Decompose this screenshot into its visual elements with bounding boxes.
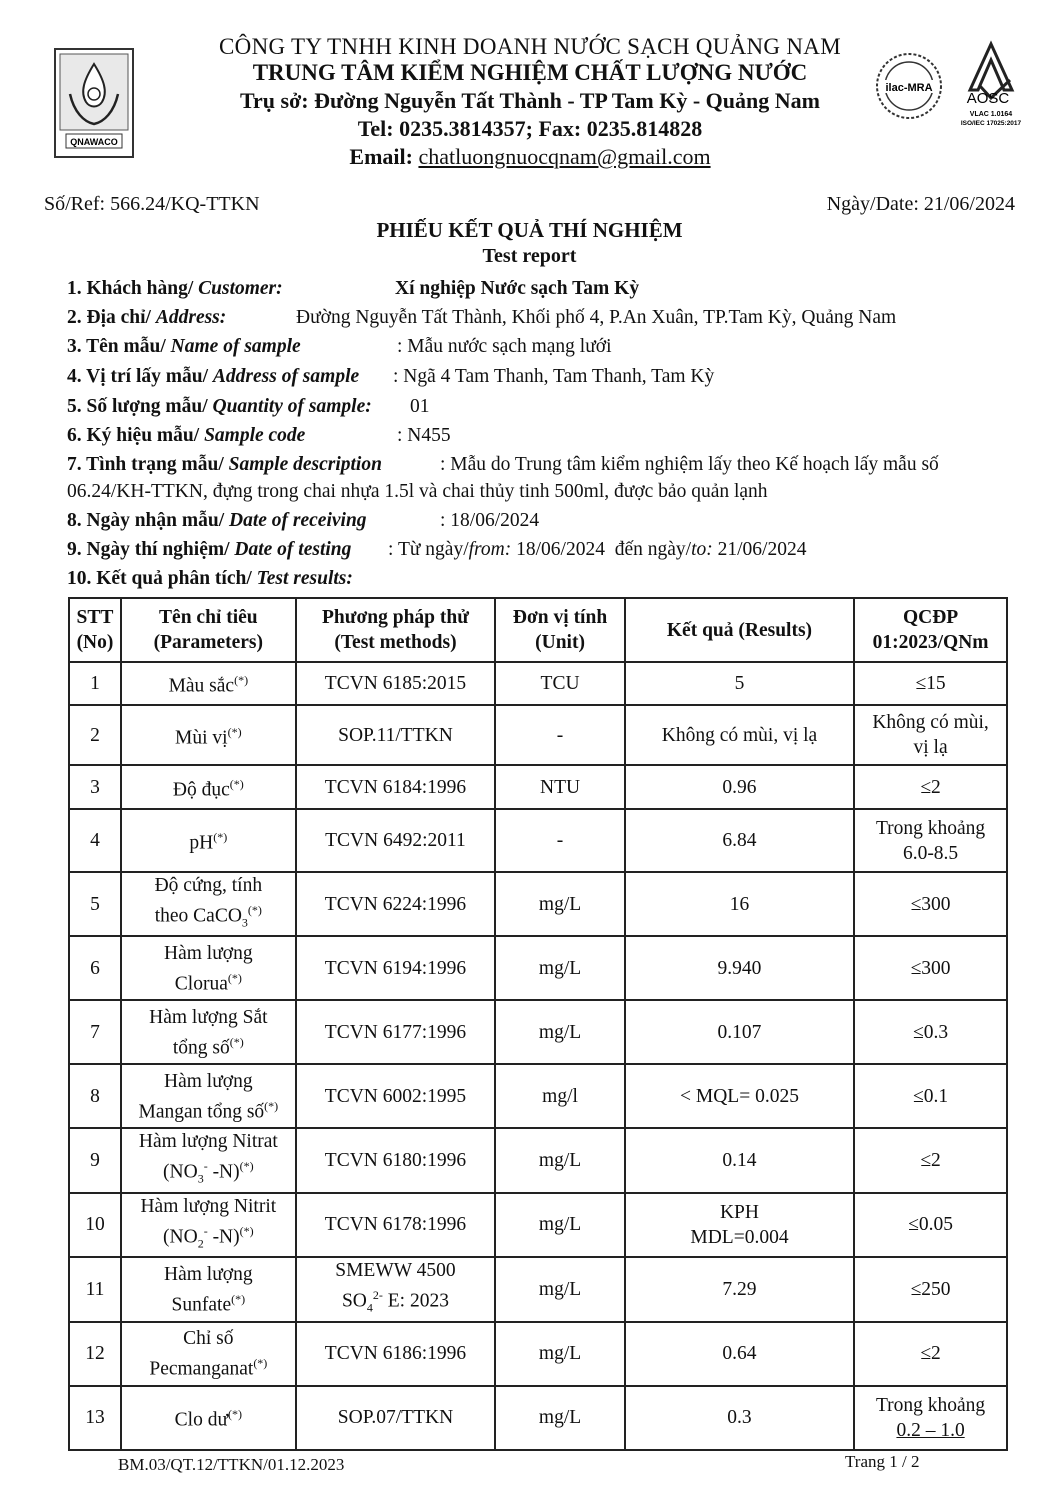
table-row [69,662,1007,705]
row-result: < MQL= 0.025 [625,1064,854,1128]
row-unit: mg/L [495,1193,625,1257]
row-result: 0.14 [625,1128,854,1192]
row-standard: Trong khoảng 6.0-8.5 [854,809,1007,872]
row-standard: ≤15 [854,662,1007,705]
row-standard: ≤0.05 [854,1193,1007,1257]
header-results: Kết quả (Results) [625,598,854,662]
form-code: BM.03/QT.12/TTKN/01.12.2023 [118,1455,345,1474]
row-unit: mg/L [495,1386,625,1450]
row-unit: mg/L [495,1128,625,1192]
report-subtitle: Test report [482,245,577,267]
row-no: 3 [69,765,121,809]
row-result: 0.107 [625,1000,854,1064]
header-no: STT (No) [69,598,121,662]
row-result: Không có mùi, vị lạ [625,705,854,765]
customer-value: Xí nghiệp Nước sạch Tam Kỳ [395,278,640,299]
sample-name-value: : Mẫu nước sạch mạng lưới [397,336,612,357]
row-method: TCVN 6492:2011 [296,809,496,872]
sample-desc-value: : Mẫu do Trung tâm kiểm nghiệm lấy theo Kế hoạch lấy mẫu số [440,454,939,475]
row-method: SMEWW 4500 $SO_4^{2-}$ E: 2023 [296,1257,496,1321]
row-unit: TCU [495,662,625,705]
report-date: Ngày/Date: 21/06/2024 [826,193,1015,215]
table-row [69,1193,1007,1257]
row-result: 5 [625,662,854,705]
row-standard: ≤300 [854,872,1007,936]
receive-date-label: 8. Ngày nhận mẫu/ Date of receiving [67,510,367,531]
row-standard: ≤0.1 [854,1064,1007,1128]
header-parameters: Tên chỉ tiêu (Parameters) [121,598,296,662]
sample-desc-label: 7. Tình trạng mẫu/ Sample description [67,454,382,475]
header-standard: QCĐP 01:2023/QNm [854,598,1007,662]
row-parameter: Hàm lượng Sắt tổng số(*) [121,1000,296,1064]
row-parameter: Hàm lượng Sunfate(*) [121,1257,296,1321]
row-standard: ≤2 [854,1322,1007,1386]
header-methods: Phương pháp thử (Test methods) [296,598,496,662]
table-row [69,1128,1007,1192]
address-label: 2. Địa chỉ/ Address: [67,307,227,328]
receive-date-value: : 18/06/2024 [440,510,540,531]
row-standard: ≤2 [854,1128,1007,1192]
row-parameter: Hàm lượng Clorua(*) [121,936,296,1000]
row-unit: mg/L [495,936,625,1000]
table-row [69,809,1007,872]
row-parameter: Clo dư(*) [121,1386,296,1450]
row-parameter: Màu sắc(*) [121,662,296,705]
email-link[interactable]: chatluongnuocqnam@gmail.com [418,144,711,169]
table-row [69,1322,1007,1386]
customer-label: 1. Khách hàng/ Customer: [67,278,283,299]
sample-desc-value-cont: 06.24/KH-TTKN, đựng trong chai nhựa 1.5l và chai thủy tinh 500ml, được bảo quản lạnh [67,481,768,502]
row-method: TCVN 6177:1996 [296,1000,496,1064]
row-method: TCVN 6224:1996 [296,872,496,936]
row-unit: mg/L [495,1257,625,1321]
company-address: Trụ sở: Đường Nguyễn Tất Thành - TP Tam Kỳ - Quảng Nam [240,88,820,113]
aosc-logo-text: AOSC [966,90,1010,107]
sample-code-label: 6. Ký hiệu mẫu/ Sample code [67,425,306,446]
row-parameter: Hàm lượng Nitrit ($NO_2^-$ -N)(*) [121,1193,296,1257]
aosc-iso-text: ISO/IEC 17025:2017 [960,120,1022,127]
table-row [69,1064,1007,1128]
email-label: Email: [349,144,413,169]
table-row [69,1386,1007,1450]
row-unit: mg/L [495,1000,625,1064]
table-row [69,705,1007,765]
row-no: 4 [69,809,121,872]
row-method: TCVN 6178:1996 [296,1193,496,1257]
company-name: CÔNG TY TNHH KINH DOANH NƯỚC SẠCH QUẢNG NAM [219,34,841,59]
row-result: KPH MDL=0.004 [625,1193,854,1257]
results-label: 10. Kết quả phân tích/ Test results: [67,568,353,589]
row-standard: ≤2 [854,765,1007,809]
row-no: 12 [69,1322,121,1386]
row-unit: mg/l [495,1064,625,1128]
row-result: 9.940 [625,936,854,1000]
row-parameter: Chỉ số Pecmanganat(*) [121,1322,296,1386]
row-no: 7 [69,1000,121,1064]
row-method: TCVN 6184:1996 [296,765,496,809]
row-parameter: Hàm lượng Mangan tổng số(*) [121,1064,296,1128]
company-email-line [150,144,910,170]
ilac-logo-text: ilac-MRA [885,82,933,94]
reference-number: Số/Ref: 566.24/KQ-TTKN [44,193,260,215]
sample-code-value: : N455 [397,425,451,446]
sample-location-label: 4. Vị trí lấy mẫu/ Address of sample [67,366,360,387]
testing-date-value: : Từ ngày/from: 18/06/2024 đến ngày/to: 21/06/2024 [388,539,807,560]
page-number: Trang 1 / 2 [845,1452,920,1471]
row-result: 0.96 [625,765,854,809]
table-row [69,1257,1007,1321]
row-no: 2 [69,705,121,765]
row-no: 10 [69,1193,121,1257]
row-method: TCVN 6180:1996 [296,1128,496,1192]
row-method: TCVN 6186:1996 [296,1322,496,1386]
table-row [69,765,1007,809]
row-unit: NTU [495,765,625,809]
results-table [68,597,1008,1451]
row-unit: - [495,809,625,872]
testing-date-label: 9. Ngày thí nghiệm/ Date of testing [67,539,352,560]
header-unit: Đơn vị tính (Unit) [495,598,625,662]
row-parameter: Mùi vị(*) [121,705,296,765]
row-no: 13 [69,1386,121,1450]
table-row [69,936,1007,1000]
company-phone: Tel: 0235.3814357; Fax: 0235.814828 [357,116,703,141]
sample-quantity-label: 5. Số lượng mẫu/ Quantity of sample: [67,396,372,417]
row-method: SOP.11/TTKN [296,705,496,765]
row-method: TCVN 6194:1996 [296,936,496,1000]
row-unit: - [495,705,625,765]
sample-location-value: : Ngã 4 Tam Thanh, Tam Thanh, Tam Kỳ [393,366,715,387]
row-no: 11 [69,1257,121,1321]
row-result: 16 [625,872,854,936]
sample-name-label: 3. Tên mẫu/ Name of sample [67,336,301,357]
center-name: TRUNG TÂM KIỂM NGHIỆM CHẤT LƯỢNG NƯỚC [252,60,808,85]
row-parameter: pH(*) [121,809,296,872]
row-result: 0.64 [625,1322,854,1386]
qnawaco-logo [54,48,134,158]
row-unit: mg/L [495,872,625,936]
row-method: SOP.07/TTKN [296,1386,496,1450]
aosc-vlac-text: VLAC 1.0164 [969,111,1013,118]
row-unit: mg/L [495,1322,625,1386]
sample-quantity-value: 01 [410,396,430,417]
table-row [69,1000,1007,1064]
row-standard: ≤300 [854,936,1007,1000]
row-standard: ≤250 [854,1257,1007,1321]
row-parameter: Độ cứng, tính theo CaCO$_3$(*) [121,872,296,936]
row-no: 5 [69,872,121,936]
table-row [69,872,1007,936]
address-value: Đường Nguyễn Tất Thành, Khối phố 4, P.An Xuân, TP.Tam Kỳ, Quảng Nam [296,307,897,328]
row-result: 6.84 [625,809,854,872]
row-parameter: Hàm lượng Nitrat ($NO_3^-$ -N)(*) [121,1128,296,1192]
qnawaco-logo-text: QNAWACO [70,137,118,147]
row-standard: Trong khoảng 0.2 – 1.0 [854,1386,1007,1450]
row-method: TCVN 6002:1995 [296,1064,496,1128]
row-method: TCVN 6185:2015 [296,662,496,705]
row-no: 6 [69,936,121,1000]
row-result: 0.3 [625,1386,854,1450]
row-no: 9 [69,1128,121,1192]
row-standard: ≤0.3 [854,1000,1007,1064]
row-no: 1 [69,662,121,705]
row-result: 7.29 [625,1257,854,1321]
row-parameter: Độ đục(*) [121,765,296,809]
aosc-logo [950,40,1032,130]
table-header-row [69,598,1007,662]
row-no: 8 [69,1064,121,1128]
report-title: PHIẾU KẾT QUẢ THÍ NGHIỆM [376,218,683,242]
row-standard: Không có mùi, vị lạ [854,705,1007,765]
